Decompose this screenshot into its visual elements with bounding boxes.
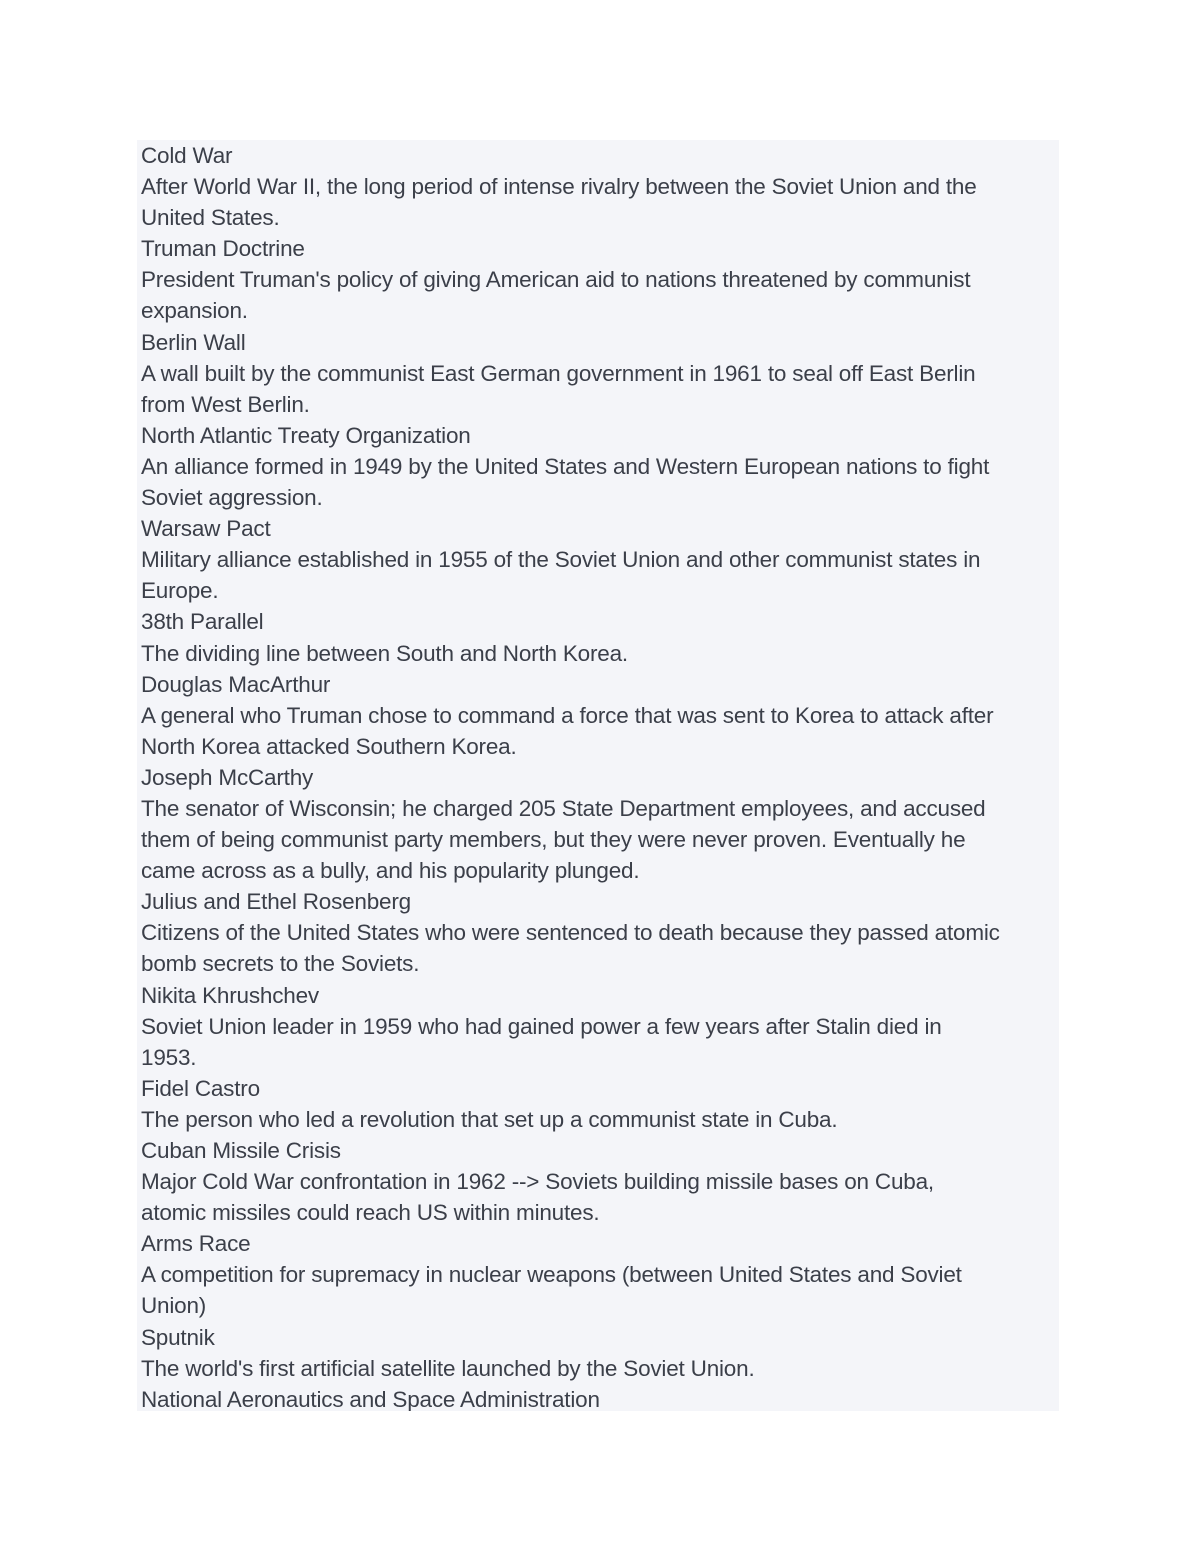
text-line: Citizens of the United States who were sentenced to death because they passed atomic [141, 920, 1000, 946]
text-line: North Atlantic Treaty Organization [141, 422, 471, 448]
text-line: Arms Race [141, 1231, 251, 1257]
text-line: Joseph McCarthy [141, 764, 314, 790]
text-line: The senator of Wisconsin; he charged 205 State Department employees, and accused [141, 795, 986, 821]
text-line: A wall built by the communist East German government in 1961 to seal off East Berlin [141, 360, 976, 386]
text-line: Douglas MacArthur [141, 671, 331, 697]
text-line: Berlin Wall [141, 329, 246, 355]
text-line: Major Cold War confrontation in 1962 --> Soviets building missile bases on Cuba, [141, 1169, 934, 1195]
text-line: Nikita Khrushchev [141, 982, 319, 1008]
text-line: Military alliance established in 1955 of the Soviet Union and other communist states in [141, 547, 981, 573]
text-line: atomic missiles could reach US within minutes. [141, 1200, 600, 1226]
text-line: An alliance formed in 1949 by the United States and Western European nations to fight [141, 453, 990, 479]
text-line: Julius and Ethel Rosenberg [141, 889, 411, 915]
text-line: Soviet aggression. [141, 485, 323, 511]
text-line: Warsaw Pact [141, 516, 271, 542]
text-line: 1953. [141, 1044, 197, 1070]
document-lines [141, 140, 1059, 1411]
text-line: Cuban Missile Crisis [141, 1138, 341, 1163]
text-line: President Truman's policy of giving American aid to nations threatened by communist [141, 267, 971, 293]
text-line: Union) [141, 1293, 207, 1319]
text-line: A general who Truman chose to command a force that was sent to Korea to attack after [141, 702, 994, 728]
text-line: 38th Parallel [141, 609, 264, 635]
text-line: from West Berlin. [141, 391, 310, 417]
text-line: Truman Doctrine [141, 236, 305, 262]
text-line: United States. [141, 205, 280, 231]
text-line: them of being communist party members, but they were never proven. Eventually he [141, 827, 966, 853]
text-line: A competition for supremacy in nuclear weapons (between United States and Soviet [141, 1262, 962, 1288]
text-line: bomb secrets to the Soviets. [141, 951, 420, 977]
document-text-block [137, 140, 1059, 1411]
text-line: Europe. [141, 578, 219, 604]
text-line: The person who led a revolution that set up a communist state in Cuba. [141, 1106, 838, 1132]
text-line: Soviet Union leader in 1959 who had gained power a few years after Stalin died in [141, 1013, 942, 1039]
text-line: The world's first artificial satellite launched by the Soviet Union. [141, 1355, 755, 1381]
text-line: expansion. [141, 298, 248, 324]
text-line: The dividing line between South and North Korea. [141, 640, 628, 666]
text-line: North Korea attacked Southern Korea. [141, 733, 517, 759]
text-line: Sputnik [141, 1324, 215, 1350]
text-line: came across as a bully, and his popularity plunged. [141, 858, 640, 884]
text-line: Cold War [141, 143, 233, 168]
text-line: Fidel Castro [141, 1075, 260, 1101]
text-line: National Aeronautics and Space Administration [141, 1386, 600, 1411]
text-line: After World War II, the long period of intense rivalry between the Soviet Union and the [141, 174, 977, 200]
